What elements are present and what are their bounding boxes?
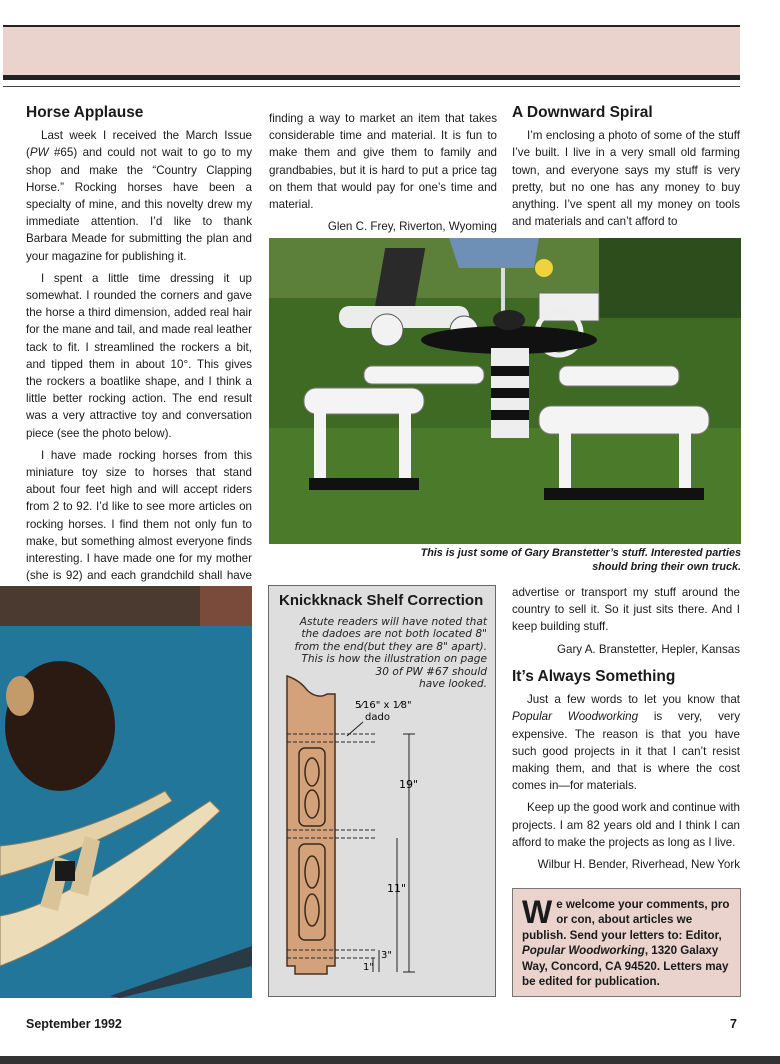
letter-title: A Downward Spiral [512,104,653,121]
letter-horse-applause-continued [269,110,497,235]
knickknack-correction-box [268,585,496,997]
furniture-photo [269,238,741,544]
dimension-1: 1" [363,962,374,973]
dimension-11: 11" [387,882,407,895]
issue-date: September 1992 [26,1017,122,1031]
dado-size-label: 5⁄16" x 1⁄8" [355,700,412,711]
drop-cap: W [522,894,553,930]
page-number: 7 [730,1017,737,1031]
letter-always-something [512,668,740,873]
shelf-diagram [269,586,495,996]
rocking-horse-photo [0,586,252,998]
signature: Glen C. Frey, Riverton, Wyoming [327,220,497,234]
paragraph: Keep up the good work and continue with projects. I am 82 years old and I think I can afford to make the projects as long as I live. [512,801,740,849]
letters-submission-box: We welcome your comments, pro or con, about articles we publish. Send your letters to: Editor, Popular Woodworking, 1320 Galaxy Way, Concord, CA 94520. Letters may be edited for publication. [512,888,741,997]
dado-word-label: dado [365,712,390,723]
paragraph: Last week I received the March Issue (PW #65) and could not wait to go to my shop and make the “Country Clapping Horse.” Rocking horses have been a specialty of mine, and this novelty drew my immediate attention. I’d like to thank Barbara Meade for submitting the plan and your magazine for publishing it. [26,129,252,263]
header-band [3,25,740,77]
paragraph: I’m enclosing a photo of some of the stuff I’ve built. I live in a very small old farming town, and everyone says my stuff is very pretty, but no one has any money to buy anything. I’ve spent all my money on tools and materials and can’t afford to [512,129,740,229]
letter-horse-applause [26,104,252,602]
header-rule-thin [3,86,740,87]
letter-downward-spiral-continued [512,584,740,658]
paragraph: I have made rocking horses from this miniature toy size to horses that stand about four feet high and will accept riders from 2 to 92. I’d like to see more articles on rocking horses. I find them not only fun to make, but something almost everyone finds interesting. I have made one for my mother (she is 92) and each grandchild shall have [26,448,252,583]
letter-title: Horse Applause [26,104,144,121]
paragraph: advertise or transport my stuff around the country to sell it. So it just sits there. And I keep building stuff. [512,586,740,634]
correction-note: Astute readers will have noted that the dadoes are not both located 8" from the end(but they are 8" apart). This is how the illustration on page 30 of PW #67 should have looked. [294,616,487,691]
letter-downward-spiral [512,104,740,230]
paragraph: I spent a little time dressing it up somewhat. I rounded the corners and gave the horse a third dimension, added real hair for the mane and tail, and made real leather tack to fit. I streamlined the rockers a bit, and tipped them in about 10°. This gives the rockers a boatlike shape, and I think a little better rocking action. The end result was a very attractive toy and conversation piece (see the photo below). [26,271,252,440]
bottom-bar [0,1056,780,1064]
dimension-19: 19" [399,778,419,791]
signature: Wilbur H. Bender, Riverhead, New York [537,858,740,872]
photo-caption: This is just some of Gary Branstetter’s stuff. Interested parties should bring their own truck. [420,547,741,573]
letter-title: It’s Always Something [512,668,676,685]
box-title: Knickknack Shelf Correction [279,592,484,609]
paragraph: Just a few words to let you know that Popular Woodworking is very, very expensive. The reason is that you have such good projects in it that I can’t resist making them, and that is where the cost comes in—for materials. [512,693,740,793]
signature: Gary A. Branstetter, Hepler, Kansas [556,642,740,656]
lawn-furniture-illustration [269,238,741,544]
dimension-3: 3" [381,950,392,961]
paragraph: finding a way to market an item that takes considerable time and material. It is fun to make them and give them to family and grandbabies, but it is hard to put a price tag on them that would pay for one’s time and material. [269,112,497,212]
header-rule [3,77,740,80]
rocking-horse-illustration [0,586,252,998]
